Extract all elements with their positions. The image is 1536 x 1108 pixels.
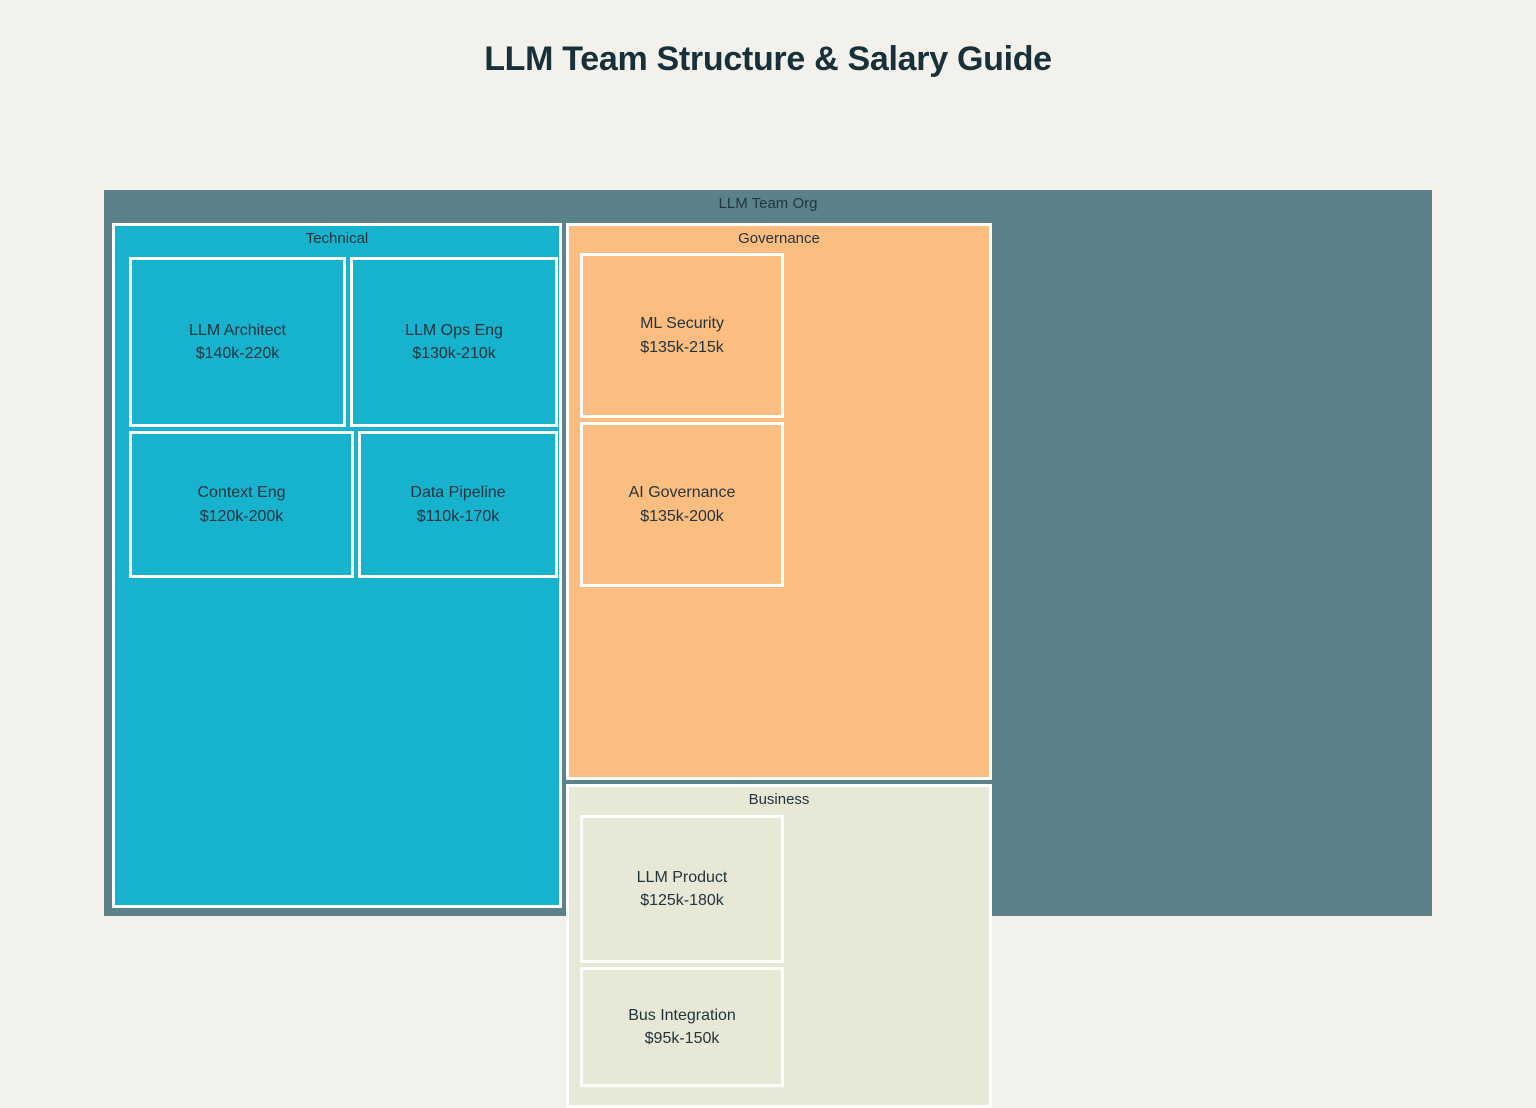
treemap-chart (104, 190, 1432, 1047)
leaf-salary: $120k-200k (199, 507, 284, 525)
treemap-leaf-llm-ops-eng[interactable] (350, 257, 558, 427)
treemap-leaf-data-pipeline[interactable] (358, 431, 558, 578)
treemap-root-label: LLM Team Org (718, 195, 818, 212)
treemap-group-governance[interactable] (566, 223, 992, 780)
group-label-technical: Technical (305, 230, 369, 247)
leaf-name: LLM Product (636, 868, 728, 886)
leaf-name: LLM Architect (189, 321, 286, 339)
page-title: LLM Team Structure & Salary Guide (484, 40, 1052, 78)
leaf-name: ML Security (640, 315, 724, 333)
leaf-salary: $135k-200k (640, 507, 724, 525)
leaf-salary: $95k-150k (644, 1030, 720, 1047)
treemap-leaf-ml-security[interactable] (580, 253, 784, 418)
treemap-leaf-ai-governance[interactable] (580, 422, 784, 587)
leaf-salary: $125k-180k (640, 892, 724, 909)
leaf-salary: $135k-215k (640, 338, 724, 356)
treemap-leaf-context-eng[interactable] (129, 431, 354, 578)
treemap-group-technical[interactable] (112, 223, 562, 908)
group-label-business: Business (748, 791, 810, 808)
leaf-name: Data Pipeline (410, 484, 506, 502)
group-label-governance: Governance (738, 230, 820, 247)
treemap-leaf-llm-architect[interactable] (129, 257, 346, 427)
leaf-salary: $140k-220k (195, 345, 280, 362)
treemap-leaf-llm-product[interactable] (580, 815, 784, 963)
leaf-name: LLM Ops Eng (405, 321, 503, 339)
leaf-name: Context Eng (197, 484, 286, 502)
leaf-salary: $130k-210k (412, 345, 496, 362)
treemap-group-business[interactable] (566, 784, 992, 1108)
leaf-name: AI Governance (628, 484, 736, 502)
leaf-name: Bus Integration (628, 1006, 736, 1024)
treemap-leaf-bus-integration[interactable] (580, 967, 784, 1087)
leaf-salary: $110k-170k (416, 507, 500, 525)
